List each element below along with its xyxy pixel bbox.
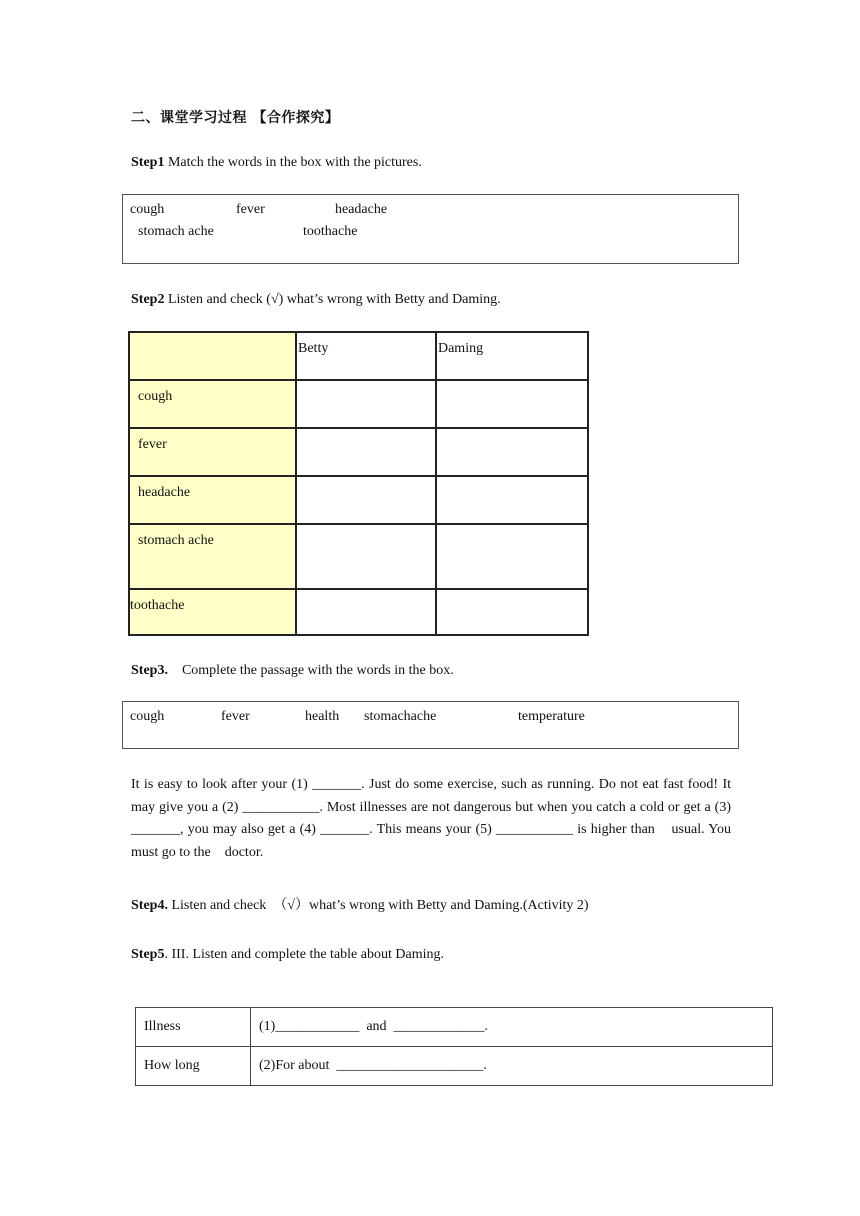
word-box-2-item: stomachache [364, 709, 437, 724]
section-heading: 二、课堂学习过程 【合作探究】 [131, 110, 340, 126]
check-cell[interactable] [436, 589, 588, 635]
check-cell[interactable] [296, 380, 436, 428]
step4-label: Step4. [131, 898, 168, 913]
row-label: How long [136, 1047, 251, 1086]
table-row [136, 1047, 773, 1086]
check-cell[interactable] [296, 476, 436, 524]
check-cell[interactable] [296, 589, 436, 635]
row-label: Illness [136, 1008, 251, 1047]
step5-instruction [131, 947, 444, 963]
step5-text: . III. Listen and complete the table about Daming. [164, 947, 444, 962]
word-box-1 [122, 194, 739, 264]
table-header-cell: Betty [296, 332, 436, 380]
check-cell[interactable] [296, 428, 436, 476]
row-label: stomach ache [129, 524, 296, 589]
step4-text: Listen and check （√）what’s wrong with Betty and Daming.(Activity 2) [167, 898, 589, 913]
table-row [136, 1008, 773, 1047]
step4-instruction [131, 894, 589, 914]
word-box-1-item: toothache [303, 224, 358, 239]
word-box-1-item: headache [335, 202, 388, 217]
step3-label: Step3. [131, 663, 168, 678]
word-box-2 [122, 701, 739, 749]
step1-instruction [131, 155, 422, 171]
step2-label: Step2 [131, 292, 165, 307]
step2-text: Listen and check (√) what’s wrong with Betty and Daming. [164, 292, 501, 307]
check-cell[interactable] [436, 524, 588, 589]
fill-in-cell[interactable]: (2)For about _____________________. [251, 1047, 773, 1086]
word-box-2-item: health [305, 709, 340, 724]
table-row [129, 589, 588, 635]
daming-table [135, 1007, 773, 1086]
step3-instruction [131, 663, 454, 679]
word-box-2-item: temperature [518, 709, 585, 724]
step1-label: Step1 [131, 155, 165, 170]
step1-text: Match the words in the box with the pictures. [164, 155, 422, 170]
table-row [129, 524, 588, 589]
table-row [129, 428, 588, 476]
table-header-row [129, 332, 588, 380]
table-header-cell: Daming [436, 332, 588, 380]
check-cell[interactable] [436, 428, 588, 476]
step5-label: Step5 [131, 947, 165, 962]
row-label: fever [129, 428, 296, 476]
step3-text: Complete the passage with the words in the box. [167, 663, 454, 678]
check-cell[interactable] [436, 476, 588, 524]
fill-in-cell[interactable]: (1)____________ and _____________. [251, 1008, 773, 1047]
table-header-cell [129, 332, 296, 380]
table-row [129, 380, 588, 428]
word-box-1-item: cough [130, 202, 165, 217]
step2-instruction [131, 292, 501, 308]
row-label: headache [129, 476, 296, 524]
word-box-1-item: fever [236, 202, 265, 217]
row-label: toothache [129, 589, 296, 635]
table-row [129, 476, 588, 524]
word-box-2-item: fever [221, 709, 250, 724]
word-box-1-item: stomach ache [138, 224, 214, 239]
check-cell[interactable] [436, 380, 588, 428]
check-table [128, 331, 589, 636]
word-box-2-item: cough [130, 709, 165, 724]
row-label: cough [129, 380, 296, 428]
check-cell[interactable] [296, 524, 436, 589]
passage-text: It is easy to look after your (1) _______. Just do some exercise, such as running. Do not eat fast food! It may give you a (2) ___________. Most illnesses are not dangerous but when you catch a cold or get a (3) _______, you may also get a (4) _______. This means your (5) ___________ is higher than usual. You must go to the doctor. [131, 777, 735, 860]
